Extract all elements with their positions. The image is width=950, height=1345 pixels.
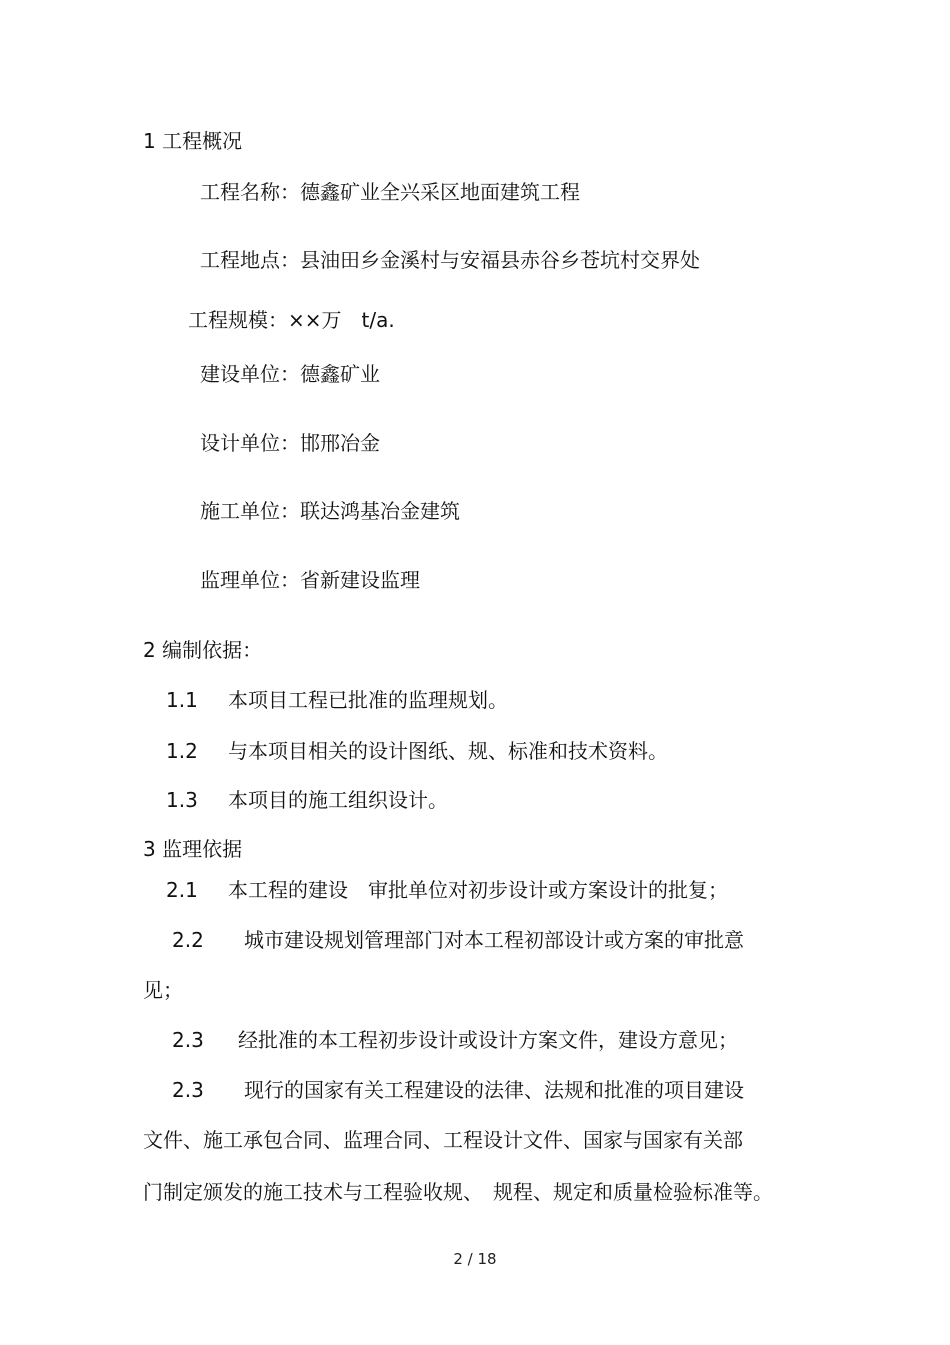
field-value: 联达鸿基冶金建筑 bbox=[300, 499, 460, 523]
field-label: 工程名称： bbox=[200, 180, 300, 204]
field-label: 工程规模： bbox=[188, 308, 288, 332]
field-label: 设计单位： bbox=[200, 431, 300, 455]
item-number: 2.2 bbox=[172, 928, 204, 952]
field-label: 建设单位： bbox=[200, 362, 300, 386]
list-item bbox=[172, 928, 744, 952]
list-item bbox=[166, 878, 728, 902]
list-item bbox=[166, 688, 508, 712]
item-text: 本项目的施工组织设计。 bbox=[228, 788, 448, 812]
field-label: 施工单位： bbox=[200, 499, 300, 523]
item-text-continuation: 文件、施工承包合同、监理合同、工程设计文件、国家与国家有关部 bbox=[143, 1128, 743, 1152]
field-value: 县油田乡金溪村与安福县赤谷乡苍坑村交界处 bbox=[300, 248, 700, 272]
field-value: 德鑫矿业全兴采区地面建筑工程 bbox=[300, 180, 580, 204]
list-item bbox=[166, 788, 448, 812]
item-text: 本工程的建设 审批单位对初步设计或方案设计的批复； bbox=[228, 878, 728, 902]
section-heading-1: 1 工程概况 bbox=[143, 129, 243, 153]
field-value: ××万 t/a. bbox=[288, 308, 395, 332]
field-label: 工程地点： bbox=[200, 248, 300, 272]
section-heading-3: 3 监理依据 bbox=[143, 837, 243, 861]
field-owner bbox=[200, 362, 380, 386]
item-text-continuation: 门制定颁发的施工技术与工程验收规、 规程、规定和质量检验标准等。 bbox=[143, 1180, 773, 1204]
item-number: 2.1 bbox=[166, 878, 198, 902]
item-number: 2.3 bbox=[172, 1078, 204, 1102]
field-value: 邯邢冶金 bbox=[300, 431, 380, 455]
field-designer bbox=[200, 431, 380, 455]
list-item bbox=[172, 1078, 744, 1102]
field-value: 省新建设监理 bbox=[300, 568, 420, 592]
field-label: 监理单位： bbox=[200, 568, 300, 592]
item-number: 1.3 bbox=[166, 788, 198, 812]
field-supervisor bbox=[200, 568, 420, 592]
field-value: 德鑫矿业 bbox=[300, 362, 380, 386]
item-text: 经批准的本工程初步设计或设计方案文件，建设方意见； bbox=[238, 1028, 738, 1052]
section-heading-2: 2 编制依据： bbox=[143, 638, 263, 662]
item-text: 与本项目相关的设计图纸、规、标准和技术资料。 bbox=[228, 739, 668, 763]
field-contractor bbox=[200, 499, 460, 523]
list-item bbox=[166, 739, 668, 763]
field-project-location bbox=[200, 248, 700, 272]
item-number: 1.2 bbox=[166, 739, 198, 763]
item-number: 2.3 bbox=[172, 1028, 204, 1052]
item-text-continuation: 见； bbox=[143, 978, 183, 1002]
item-text: 现行的国家有关工程建设的法律、法规和批准的项目建设 bbox=[244, 1078, 744, 1102]
item-text: 本项目工程已批准的监理规划。 bbox=[228, 688, 508, 712]
item-number: 1.1 bbox=[166, 688, 198, 712]
item-text: 城市建设规划管理部门对本工程初部设计或方案的审批意 bbox=[244, 928, 744, 952]
list-item bbox=[172, 1028, 738, 1052]
page-number: 2 / 18 bbox=[453, 1250, 497, 1268]
field-project-scale bbox=[188, 308, 395, 332]
field-project-name bbox=[200, 180, 580, 204]
